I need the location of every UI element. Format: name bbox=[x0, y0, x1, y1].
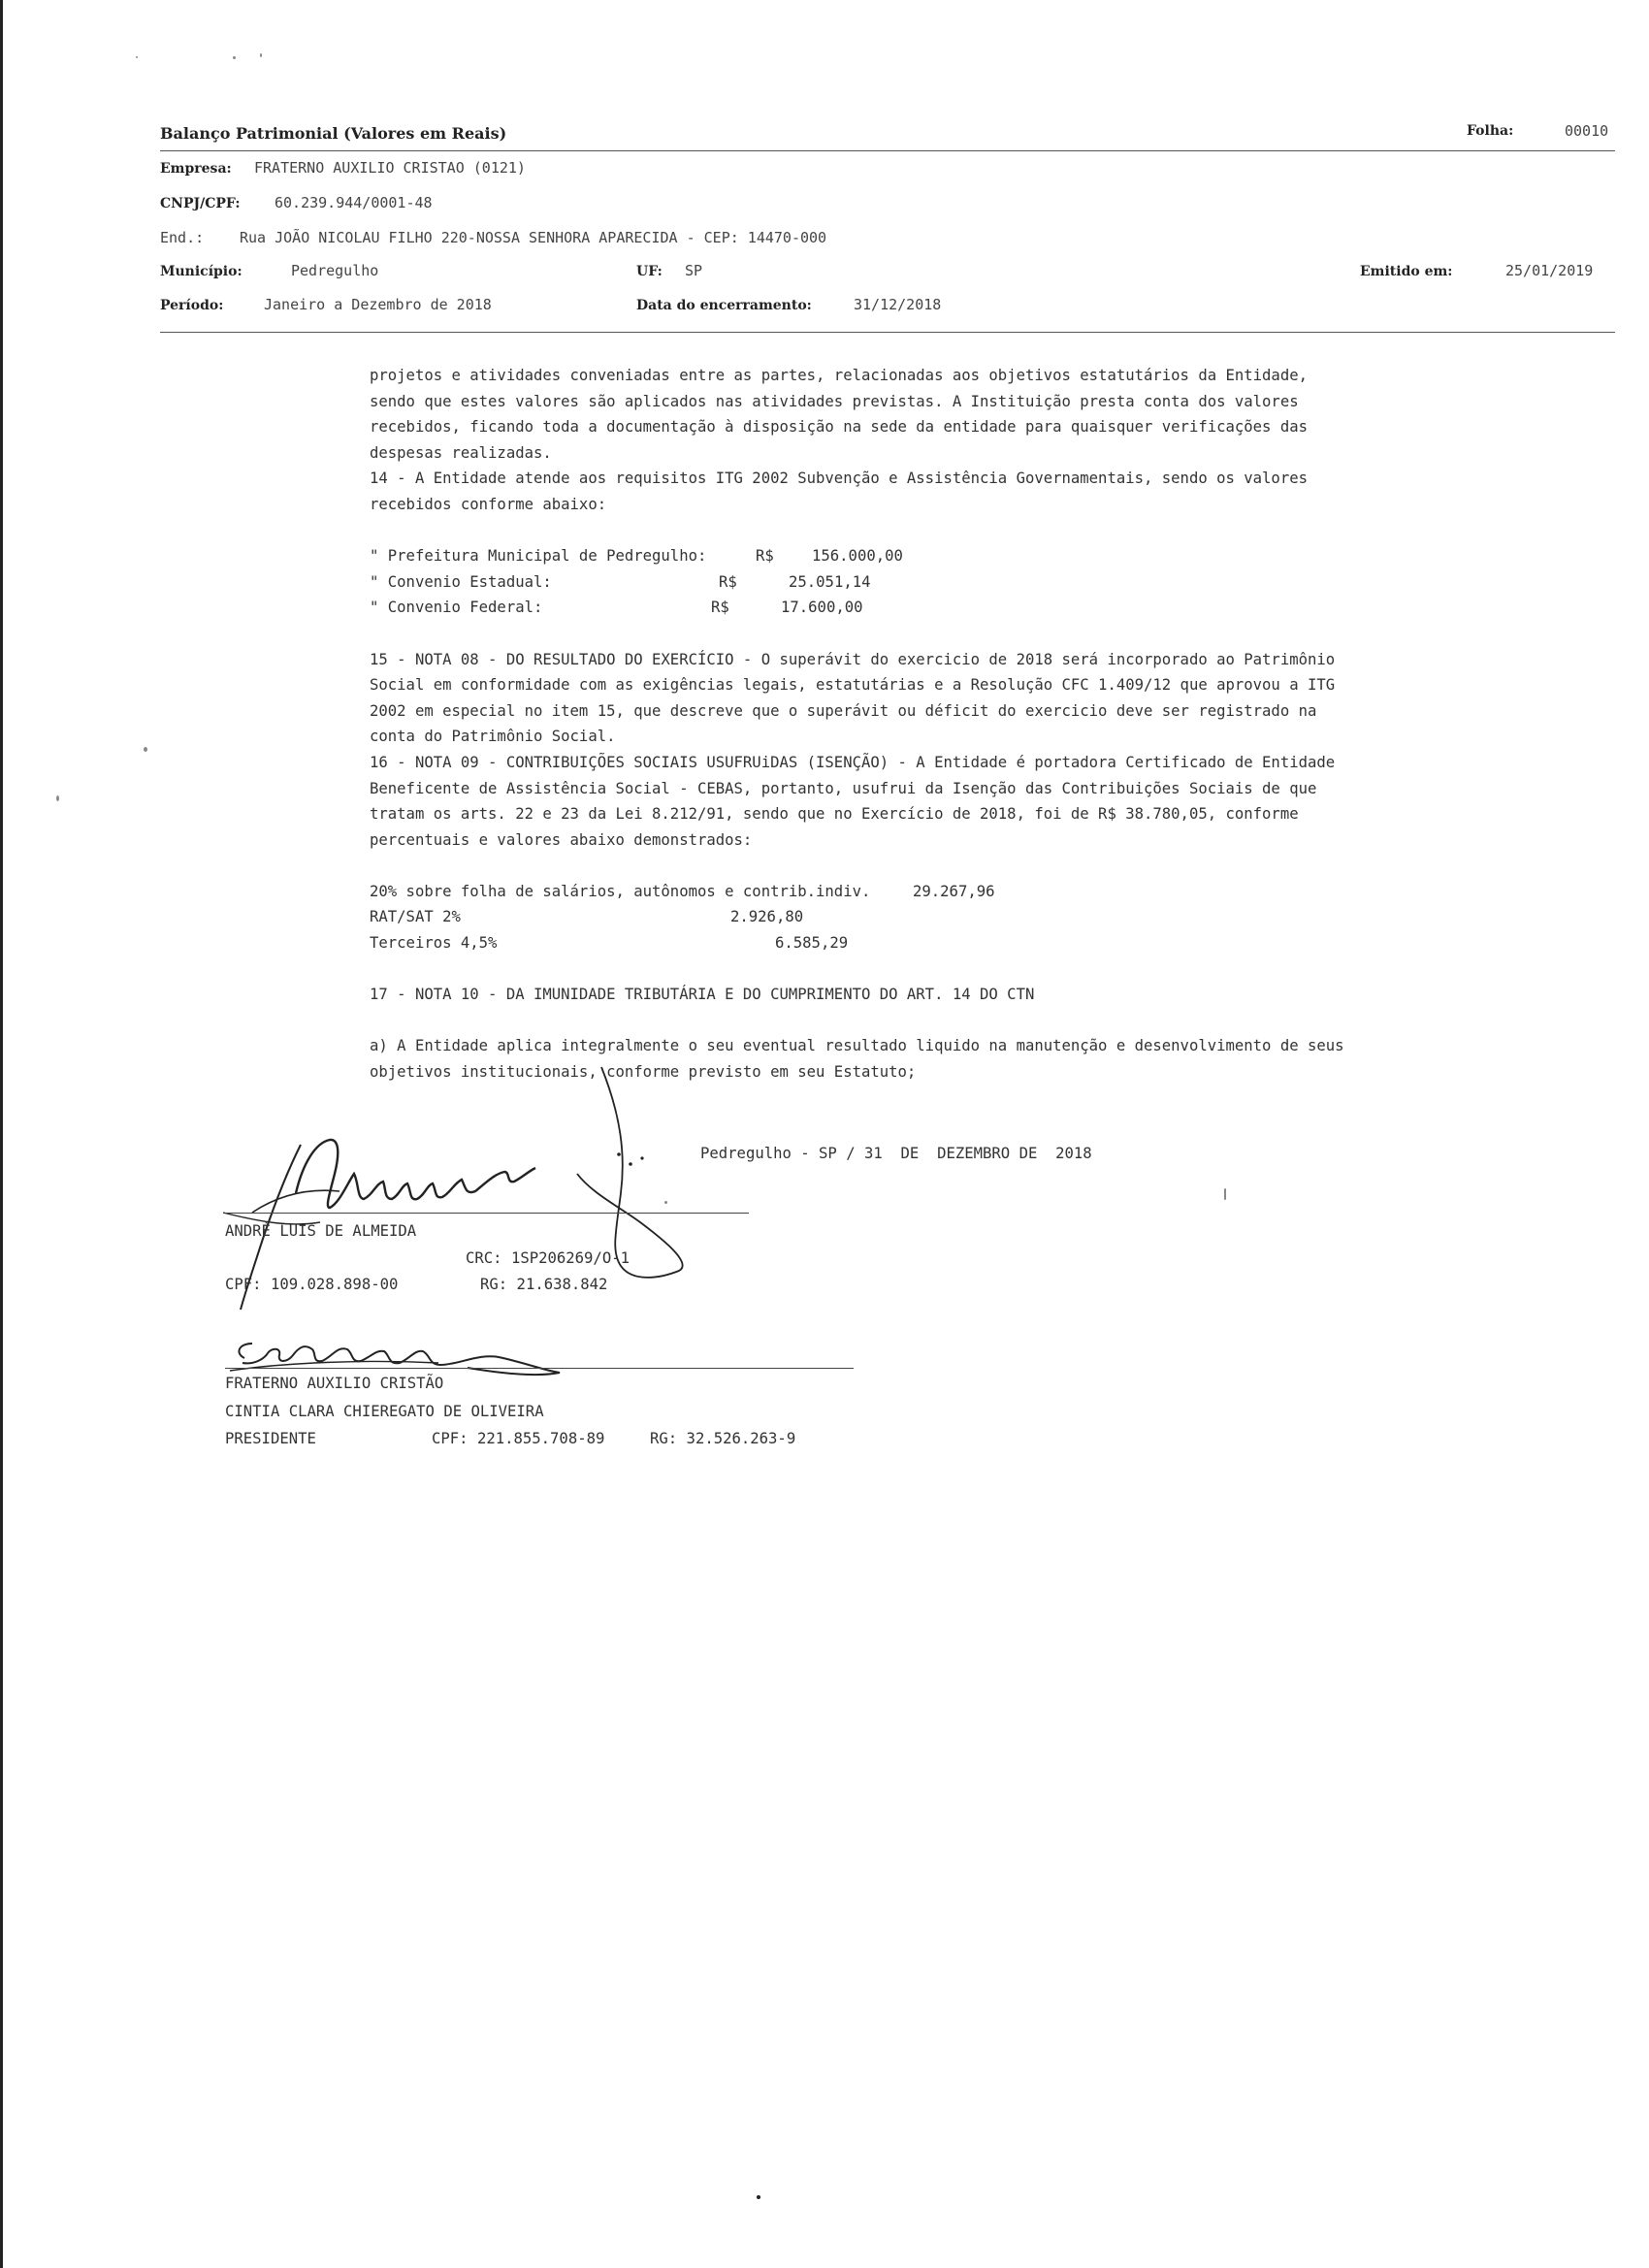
accountant-signature-line bbox=[225, 1213, 749, 1214]
president-entity: FRATERNO AUXILIO CRISTÃO bbox=[225, 1375, 444, 1392]
uf-label: UF: bbox=[636, 264, 663, 279]
cnpj-label: CNPJ/CPF: bbox=[160, 196, 241, 211]
scan-speck bbox=[757, 2195, 760, 2199]
scan-speck bbox=[1224, 1188, 1226, 1200]
paragraph-16: 16 - NOTA 09 - CONTRIBUIÇÕES SOCIAIS USUFRUiDAS (ISENÇÃO) - A Entidade é portadora Certificado de Entidade Beneficente de Assistência Social - CEBAS, portanto, usufrui da Isenção das Contribuições Sociais de que tratam os arts. 22 e 23 da Lei 8.212/91, sendo que no Exercício de 2018, foi de R$ 38.780,05, conforme percentuais e valores abaixo demonstrados: bbox=[370, 753, 1336, 849]
emitido-value: 25/01/2019 bbox=[1505, 262, 1594, 279]
grant-row bbox=[370, 543, 1359, 569]
president-signature-line bbox=[225, 1368, 854, 1369]
grant-value: 17.600,00 bbox=[781, 599, 863, 617]
contrib-value: 29.267,96 bbox=[913, 882, 995, 900]
paragraph-17a: a) A Entidade aplica integralmente o seu eventual resultado liquido na manutenção e desenvolvimento de seus objetivos institucionais, conforme previsto em seu Estatuto; bbox=[370, 1037, 1344, 1082]
grant-label: " Convenio Federal: bbox=[370, 599, 543, 617]
encerramento-label: Data do encerramento: bbox=[636, 298, 812, 313]
scan-speck bbox=[56, 795, 59, 801]
president-name: CINTIA CLARA CHIEREGATO DE OLIVEIRA bbox=[225, 1403, 544, 1420]
contrib-label: Terceiros 4,5% bbox=[370, 934, 498, 953]
grant-row bbox=[370, 595, 1359, 621]
accountant-cpf: CPF: 109.028.898-00 bbox=[225, 1276, 399, 1293]
grant-label: " Convenio Estadual: bbox=[370, 572, 552, 591]
contrib-value: 2.926,80 bbox=[730, 908, 804, 926]
encerramento-value: 31/12/2018 bbox=[854, 296, 942, 313]
cnpj-value: 60.239.944/0001-48 bbox=[275, 194, 433, 211]
grant-currency: R$ bbox=[711, 599, 729, 617]
empresa-value: FRATERNO AUXILIO CRISTAO (0121) bbox=[254, 159, 526, 177]
municipio-value: Pedregulho bbox=[291, 262, 379, 279]
uf-value: SP bbox=[685, 262, 703, 279]
place-date: Pedregulho - SP / 31 DE DEZEMBRO DE 2018 bbox=[700, 1145, 1092, 1162]
contrib-label: RAT/SAT 2% bbox=[370, 908, 461, 926]
accountant-name: ANDRÉ LUIS DE ALMEIDA bbox=[225, 1222, 417, 1240]
president-signature bbox=[225, 1324, 574, 1382]
contrib-value: 6.585,29 bbox=[775, 934, 849, 953]
empresa-label: Empresa: bbox=[160, 161, 232, 177]
municipio-label: Município: bbox=[160, 264, 242, 279]
page-title: Balanço Patrimonial (Valores em Reais) bbox=[160, 124, 507, 143]
header-rule-bottom bbox=[160, 332, 1615, 333]
scan-speck bbox=[144, 747, 147, 752]
end-label: End.: bbox=[160, 229, 205, 246]
header-rule-top bbox=[160, 150, 1615, 151]
end-value: Rua JOÃO NICOLAU FILHO 220-NOSSA SENHORA APARECIDA - CEP: 14470-000 bbox=[240, 229, 827, 246]
grant-label: " Prefeitura Municipal de Pedregulho: bbox=[370, 547, 707, 566]
accountant-rg: RG: 21.638.842 bbox=[480, 1276, 608, 1293]
paragraph-14: 14 - A Entidade atende aos requisitos ITG 2002 Subvenção e Assistência Governamentais, sendo os valores recebidos conforme abaixo: bbox=[370, 470, 1308, 513]
president-role: PRESIDENTE bbox=[225, 1430, 316, 1447]
periodo-label: Período: bbox=[160, 298, 224, 313]
paragraph-17: 17 - NOTA 10 - DA IMUNIDADE TRIBUTÁRIA E DO CUMPRIMENTO DO ART. 14 DO CTN bbox=[370, 986, 1035, 1004]
accountant-crc: CRC: 1SP206269/O-1 bbox=[466, 1249, 630, 1267]
contrib-row bbox=[370, 904, 1359, 930]
periodo-value: Janeiro a Dezembro de 2018 bbox=[264, 296, 492, 313]
grant-value: 156.000,00 bbox=[812, 547, 903, 566]
grant-currency: R$ bbox=[719, 572, 737, 591]
folha-value: 00010 bbox=[1565, 122, 1609, 140]
contrib-row bbox=[370, 879, 1359, 905]
emitido-label: Emitido em: bbox=[1360, 264, 1453, 279]
paragraph-intro: projetos e atividades conveniadas entre as partes, relacionadas aos objetivos estatutários da Entidade, sendo que estes valores são aplicados nas atividades previstas. A Instituição presta conta dos valores recebidos, ficando toda a documentação à disposição na sede da entidade para quaisquer verificações das despesas realizadas. bbox=[370, 367, 1308, 462]
grant-value: 25.051,14 bbox=[789, 572, 871, 591]
president-cpf: CPF: 221.855.708-89 bbox=[432, 1430, 605, 1447]
scan-speck bbox=[136, 56, 138, 58]
scan-speck bbox=[260, 53, 262, 57]
contrib-row bbox=[370, 930, 1359, 956]
scan-speck bbox=[233, 56, 236, 59]
president-rg: RG: 32.526.263-9 bbox=[650, 1430, 796, 1447]
grant-currency: R$ bbox=[756, 547, 774, 566]
paragraph-15: 15 - NOTA 08 - DO RESULTADO DO EXERCÍCIO - O superávit do exercicio de 2018 será incorporado ao Patrimônio Social em conformidade com as exigências legais, estatutárias e a Resolução CFC 1.409/12 que aprovou a ITG 2002 em especial no item 15, que descreve que o superávit ou déficit do exercicio deve ser registrado na conta do Patrimônio Social. bbox=[370, 650, 1336, 746]
folha-label: Folha: bbox=[1467, 123, 1514, 139]
notes-body bbox=[370, 363, 1359, 1085]
contrib-label: 20% sobre folha de salários, autônomos e contrib.indiv. bbox=[370, 882, 871, 900]
scan-edge bbox=[0, 0, 3, 2268]
grant-row bbox=[370, 569, 1359, 596]
